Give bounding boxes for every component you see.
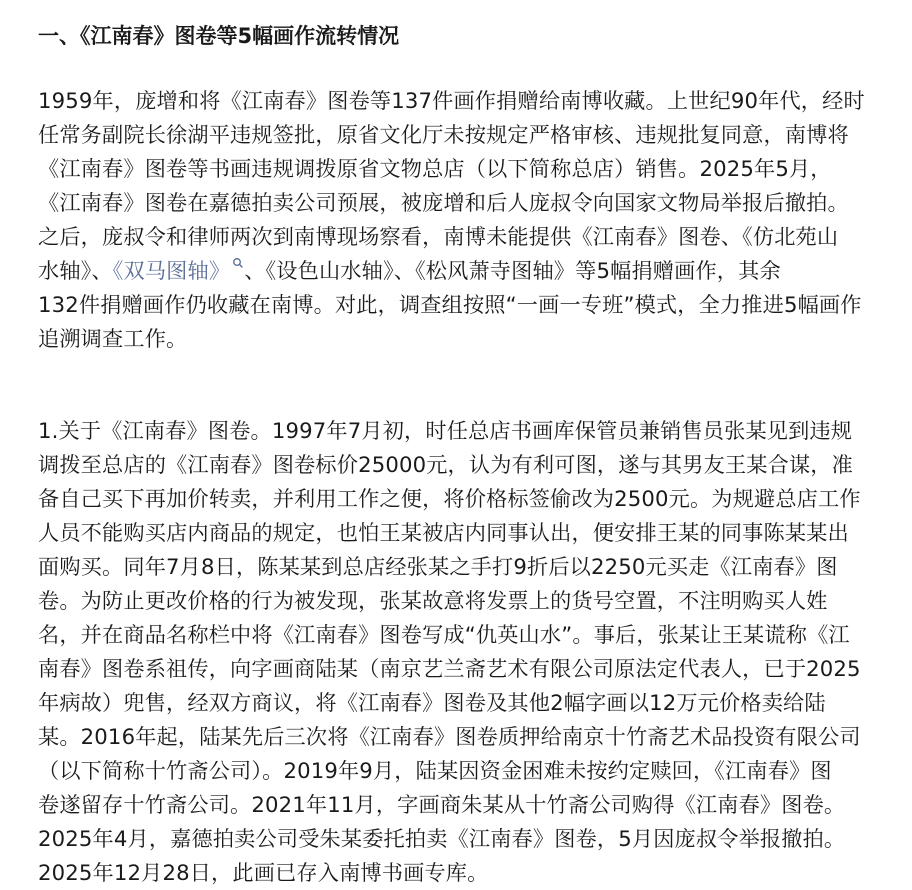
text-line: 调拨至总店的《江南春》图卷标价25000元，认为有利可图，遂与其男友王某合谋，准 <box>38 452 853 477</box>
paragraph-jiangnanchun <box>38 414 898 890</box>
text-line: 《江南春》图卷等书画违规调拨原省文物总店（以下简称总店）销售。2025年5月， <box>38 156 832 181</box>
text-line-with-link <box>38 254 898 288</box>
text-line: 年病故）兜售，经双方商议，将《江南春》图卷及其他2幅字画以12万元价格卖给陆 <box>38 690 826 715</box>
search-icon[interactable] <box>232 257 244 271</box>
paragraph-overview <box>38 84 898 356</box>
painting-link-shuangma[interactable]: 《双马图轴》 <box>112 258 231 283</box>
text-segment: 水轴》、 <box>38 258 113 283</box>
text-line: 1.关于《江南春》图卷。1997年7月初，时任总店书画库保管员兼销售员张某见到违规 <box>38 418 853 443</box>
text-segment: 、《设色山水轴》、《松风萧寺图轴》等5幅捐赠画作，其余 <box>244 258 781 283</box>
text-line: 面购买。同年7月8日，陈某某到总店经张某之手打9折后以2250元买走《江南春》图 <box>38 554 838 579</box>
text-line: 《江南春》图卷在嘉德拍卖公司预展，被庞增和后人庞叔令向国家文物局举报后撤拍。 <box>38 190 849 215</box>
text-line: 2025年4月，嘉德拍卖公司受朱某委托拍卖《江南春》图卷，5月因庞叔令举报撤拍。 <box>38 826 846 851</box>
text-line: 之后，庞叔令和律师两次到南博现场察看，南博未能提供《江南春》图卷、《仿北苑山 <box>38 224 839 249</box>
text-line: 1959年，庞增和将《江南春》图卷等137件画作捐赠给南博收藏。上世纪90年代，经时 <box>38 88 865 113</box>
text-line: 某。2016年起，陆某先后三次将《江南春》图卷质押给南京十竹斋艺术品投资有限公司 <box>38 724 861 749</box>
text-line: 132件捐赠画作仍收藏在南博。对此，调查组按照“一画一专班”模式，全力推进5幅画作 <box>38 292 862 317</box>
text-line: 备自己买下再加价转卖，并利用工作之便，将价格标签偷改为2500元。为规避总店工作 <box>38 486 861 511</box>
text-line: 追溯调查工作。 <box>38 326 188 351</box>
text-line: 卷。为防止更改价格的行为被发现，张某故意将发票上的货号空置，不注明购买人姓 <box>38 588 828 613</box>
text-line: 南春》图卷系祖传，向字画商陆某（南京艺兰斋艺术有限公司原法定代表人，已于2025 <box>38 656 861 681</box>
section-heading: 一、《江南春》图卷等5幅画作流转情况 <box>38 24 400 48</box>
text-line: 卷遂留存十竹斋公司。2021年11月，字画商朱某从十竹斋公司购得《江南春》图卷。 <box>38 792 846 817</box>
text-line: 人员不能购买店内商品的规定，也怕王某被店内同事认出，便安排王某的同事陈某某出 <box>38 520 849 545</box>
text-line: 名，并在商品名称栏中将《江南春》图卷写成“仇英山水”。事后，张某让王某谎称《江 <box>38 622 850 647</box>
text-line: 2025年12月28日，此画已存入南博书画专库。 <box>38 860 489 885</box>
text-line: 任常务副院长徐湖平违规签批，原省文化厅未按规定严格审核、违规批复同意，南博将 <box>38 122 849 147</box>
text-line: （以下简称十竹斋公司）。2019年9月，陆某因资金困难未按约定赎回，《江南春》图 <box>38 758 832 783</box>
